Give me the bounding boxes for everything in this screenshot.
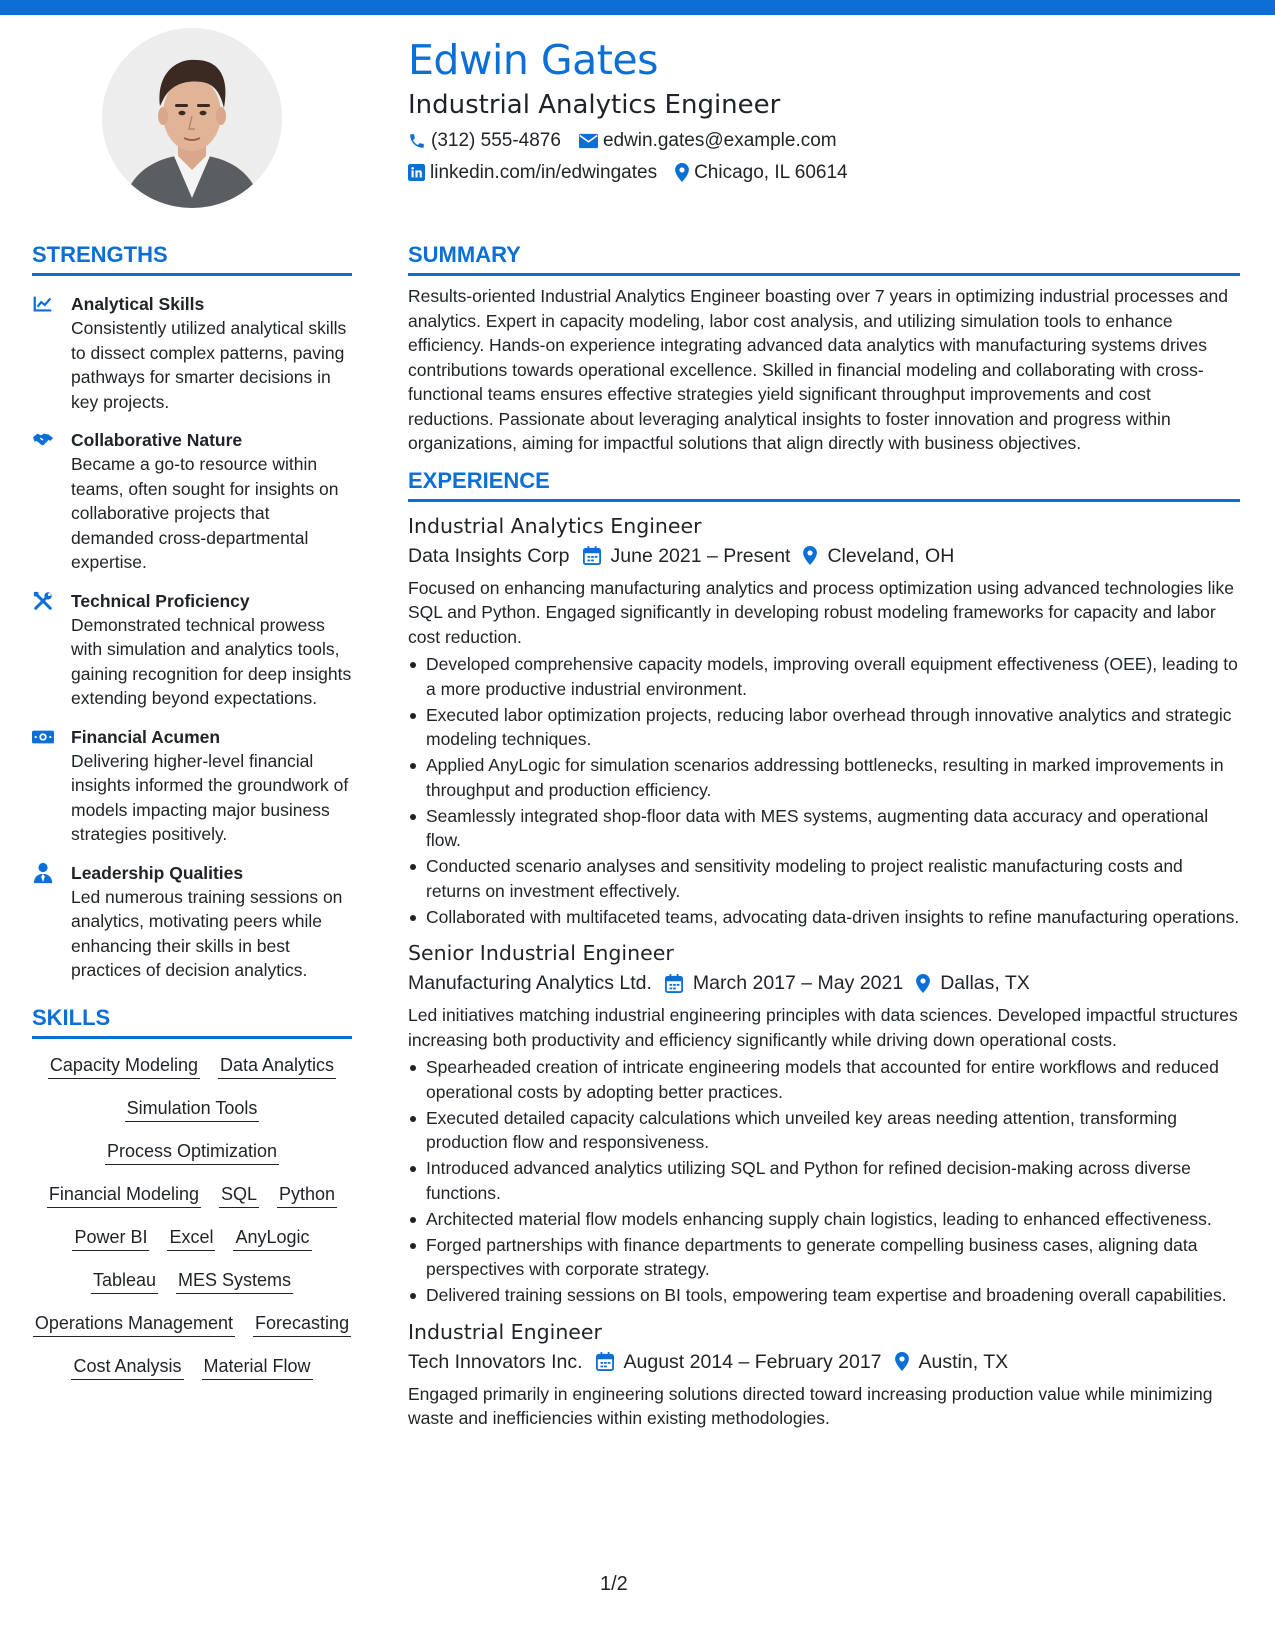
strengths-list (32, 276, 352, 983)
map-pin-icon (803, 546, 817, 565)
linkedin-icon (408, 164, 425, 181)
strength-title: Collaborative Nature (71, 430, 243, 450)
job-description: Led initiatives matching industrial engineering principles with data sciences. Developed impactful structures increasing both productivity and efficiency significantly while driving down operational costs. (408, 1005, 1238, 1050)
skill-tag: Process Optimization (105, 1139, 279, 1165)
map-pin-icon (895, 1352, 909, 1371)
left-column (32, 244, 352, 1380)
job-entry (408, 1318, 1240, 1431)
email-contact[interactable] (579, 130, 837, 152)
strength-desc: Consistently utilized analytical skills to dissect complex patterns, paving pathways for smarter decisions in key projects. (71, 318, 347, 412)
skill-tag: AnyLogic (233, 1225, 311, 1251)
skill-tag: Tableau (91, 1268, 158, 1294)
linkedin-contact[interactable] (408, 162, 657, 184)
strength-title: Financial Acumen (71, 726, 221, 747)
phone-text: (312) 555-4876 (431, 129, 561, 151)
strength-item (32, 589, 352, 711)
skill-tag: Forecasting (253, 1311, 351, 1337)
experience-heading: EXPERIENCE (408, 470, 1240, 502)
job-bullets (408, 652, 1240, 929)
bullet-item: Delivered training sessions on BI tools, empowering team expertise and broadening overall capabilities. (408, 1283, 1240, 1308)
experience-section (408, 467, 1240, 1431)
bullet-item: Spearheaded creation of intricate engineering models that accounted for entire workflows and reduced operational costs by adopting better practices. (408, 1055, 1240, 1104)
candidate-title: Industrial Analytics Engineer (408, 90, 781, 120)
job-description: Focused on enhancing manufacturing analytics and process optimization using advanced technologies like SQL and Python. Engaged significantly in developing robust modeling frameworks for capacity and labor cost reduction. (408, 577, 1234, 647)
resume-header (408, 36, 1238, 184)
job-dates: August 2014 – February 2017 (623, 1350, 882, 1373)
user-tie-icon (32, 862, 54, 884)
strengths-heading: STRENGTHS (32, 244, 352, 276)
contact-row-1 (408, 130, 1238, 152)
phone-icon (408, 132, 426, 150)
bullet-item: Collaborated with multifaceted teams, advocating data-driven insights to refine manufacturing operations. (408, 905, 1240, 930)
strength-item (32, 292, 352, 414)
bullet-item: Executed detailed capacity calculations which unveiled key areas needing attention, transforming production flow and responsiveness. (408, 1106, 1240, 1155)
skill-tag: SQL (219, 1182, 259, 1208)
job-entry (408, 512, 1240, 930)
profile-photo (102, 28, 282, 208)
skills-heading: SKILLS (32, 1007, 352, 1039)
bullet-item: Introduced advanced analytics utilizing SQL and Python for refined decision-making across diverse functions. (408, 1156, 1240, 1205)
tools-icon (32, 590, 54, 612)
skill-tag: Capacity Modeling (48, 1053, 200, 1079)
right-column (408, 244, 1240, 1431)
skills-section (32, 1004, 352, 1380)
email-text[interactable]: edwin.gates@example.com (602, 129, 837, 151)
job-entry (408, 939, 1240, 1308)
job-location: Austin, TX (918, 1350, 1009, 1373)
strength-desc: Demonstrated technical prowess with simulation and analytics tools, gaining recognition for deep insights extending beyond expectations. (71, 614, 352, 708)
calendar-icon (596, 1352, 614, 1371)
job-title: Senior Industrial Engineer (408, 941, 674, 965)
skill-tag: Simulation Tools (125, 1096, 260, 1122)
strength-desc: Became a go-to resource within teams, often sought for insights on collaborative projects that demanded cross-departmental expertise. (71, 454, 339, 572)
strength-item (32, 861, 352, 983)
job-meta (408, 969, 1240, 997)
skill-tag: Python (277, 1182, 337, 1208)
bullet-item: Conducted scenario analyses and sensitivity modeling to project realistic manufacturing costs and returns on investment effectively. (408, 854, 1240, 903)
contact-row-2 (408, 162, 1238, 184)
phone-contact (408, 130, 561, 152)
chart-line-icon (32, 293, 54, 315)
strength-title: Technical Proficiency (71, 590, 250, 611)
job-dates: June 2021 – Present (610, 544, 791, 567)
job-meta (408, 542, 1240, 570)
bullet-item: Seamlessly integrated shop-floor data with MES systems, augmenting data accuracy and operational flow. (408, 804, 1240, 853)
strength-title: Analytical Skills (71, 294, 205, 314)
money-icon (32, 726, 54, 748)
skills-list (32, 1039, 352, 1380)
strength-item (32, 428, 352, 575)
job-title: Industrial Analytics Engineer (408, 513, 702, 538)
location-contact (675, 162, 848, 184)
bullet-item: Applied AnyLogic for simulation scenarios addressing bottlenecks, resulting in marked improvements in throughput and production efficiency. (408, 753, 1240, 802)
job-description: Engaged primarily in engineering solutions directed toward increasing production value while minimizing waste and inefficiencies within existing methodologies. (408, 1383, 1213, 1428)
job-company: Tech Innovators Inc. (408, 1350, 583, 1373)
job-location: Cleveland, OH (827, 544, 955, 567)
job-company: Manufacturing Analytics Ltd. (408, 972, 652, 994)
bullet-item: Architected material flow models enhancing supply chain logistics, leading to enhanced effectiveness. (408, 1207, 1240, 1232)
top-accent-bar (0, 0, 1275, 15)
skill-tag: Cost Analysis (71, 1354, 183, 1380)
calendar-icon (665, 974, 683, 993)
bullet-item: Developed comprehensive capacity models, improving overall equipment effectiveness (OEE), leading to a more productive industrial environment. (408, 652, 1240, 701)
skill-tag: Financial Modeling (47, 1182, 201, 1208)
strength-title: Leadership Qualities (71, 862, 244, 883)
summary-text: Results-oriented Industrial Analytics Engineer boasting over 7 years in optimizing industrial processes and analytics. Expert in capacity modeling, labor cost analysis, and utilizing simulation tools to enhance efficiency. Hands-on experience integrating advanced data analytics with manufacturing systems drives contributions towards operational excellence. Skilled in financial modeling and collaborating with cross-functional teams ensures effective strategies yield significant throughput improvements and cost reductions. Passionate about leveraging analytical insights to foster innovation and progress within organizations, aiming for impactful solutions that align directly with business objectives. (408, 286, 1229, 453)
skill-tag: Excel (167, 1225, 215, 1251)
location-text: Chicago, IL 60614 (694, 161, 848, 183)
linkedin-text[interactable]: linkedin.com/in/edwingates (430, 161, 658, 183)
skill-tag: MES Systems (176, 1268, 293, 1294)
skill-tag: Data Analytics (218, 1053, 336, 1079)
map-pin-icon (916, 974, 930, 993)
strength-desc: Led numerous training sessions on analytics, motivating peers while enhancing their skills in best practices of decision analytics. (71, 886, 343, 980)
bullet-item: Forged partnerships with finance departments to generate compelling business cases, aligning data perspectives with corporate strategy. (408, 1233, 1240, 1282)
job-company: Data Insights Corp (408, 544, 570, 567)
job-location: Dallas, TX (940, 972, 1030, 994)
job-bullets (408, 1055, 1240, 1308)
calendar-icon (583, 546, 601, 565)
summary-heading: SUMMARY (408, 244, 1240, 276)
job-meta (408, 1348, 1240, 1376)
map-pin-icon (675, 163, 689, 182)
skill-tag: Power BI (72, 1225, 149, 1251)
job-dates: March 2017 – May 2021 (692, 972, 904, 994)
bullet-item: Executed labor optimization projects, reducing labor overhead through innovative analytics and strategic modeling techniques. (408, 703, 1240, 752)
job-title: Industrial Engineer (408, 1319, 602, 1344)
skill-tag: Operations Management (33, 1311, 235, 1337)
skill-tag: Material Flow (202, 1354, 313, 1380)
candidate-name: Edwin Gates (408, 36, 658, 84)
strength-desc: Delivering higher-level financial insights informed the groundwork of models impacting major business strategies positively. (71, 750, 349, 844)
envelope-icon (579, 133, 598, 149)
page-number: 1/2 (600, 1573, 628, 1595)
strength-item (32, 725, 352, 847)
handshake-icon (32, 429, 54, 451)
